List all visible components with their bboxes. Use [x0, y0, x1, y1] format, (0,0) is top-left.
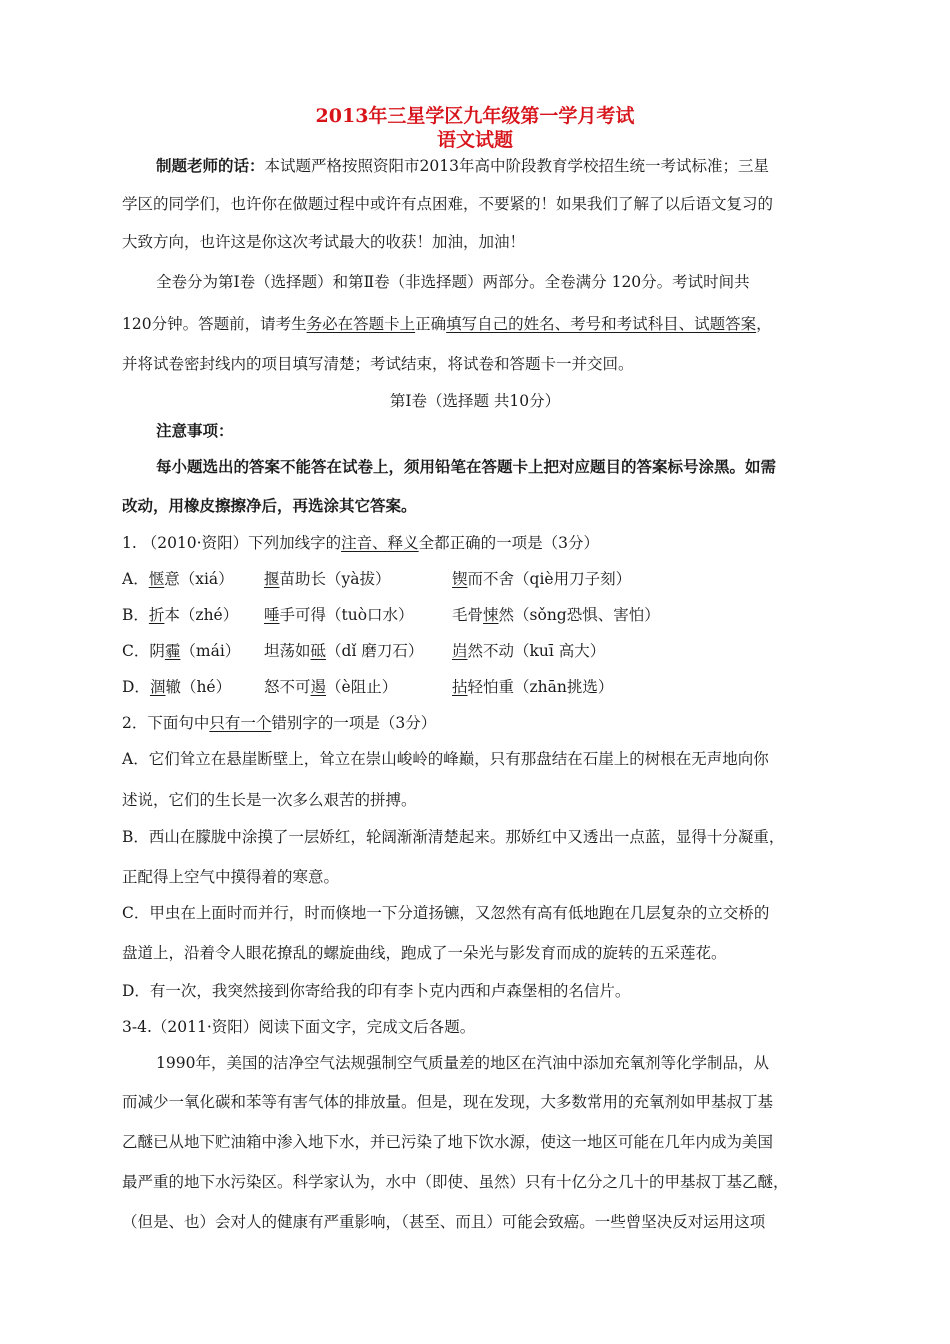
underlined-text: 填写自己的姓名、考号和考试科目、试题答案 [446, 315, 757, 333]
q2-option-b-line-1: B．西山在朦胧中涂摸了一层娇红，轮阔渐渐清楚起来。那娇红中又透出一点蓝，显得十分凝重， [122, 828, 785, 846]
option-text: 怒不可 [264, 678, 311, 696]
marked-char: 拈 [452, 678, 468, 696]
stem-text: 错别字的一项是（3分） [271, 714, 437, 732]
option-text: 手可得（tuò口水） [279, 606, 414, 624]
intro-line-1 [156, 156, 769, 176]
option-text: （mái） [180, 642, 241, 660]
intro-label: 制题老师的话： [156, 156, 265, 175]
option-text: 然（sǒng恐惧、害怕） [498, 606, 660, 624]
option-text: 辙（hé） [165, 678, 232, 696]
intro-line-2: 学区的同学们，也许你在做题过程中或许有点困难，不要紧的！如果我们了解了以后语文复习的 [122, 195, 774, 213]
option-d-item-2 [264, 677, 397, 697]
question-1-stem [122, 533, 599, 553]
notice-label: 注意事项： [156, 421, 234, 440]
option-text: 然不动（kuī 高大） [467, 642, 606, 660]
option-d-item-3 [452, 677, 613, 697]
q2-option-d-line-1: D．有一次，我突然接到你寄给我的印有李卜克内西和卢森堡相的名信片。 [122, 982, 631, 1000]
notice-line-1: 每小题选出的答案不能答在试卷上，须用铅笔在答题卡上把对应题目的答案标号涂黑。如需 [156, 457, 777, 476]
exam-title: 2013年三星学区九年级第一学月考试 [315, 105, 635, 127]
q2-option-c-line-2: 盘道上，沿着令人眼花撩乱的螺旋曲线，跑成了一朵光与影发育而成的旋转的五采莲花。 [122, 944, 727, 962]
option-a-item-2 [264, 569, 391, 589]
marked-char: 岿 [452, 642, 468, 660]
underlined-text: 只有一个 [209, 714, 272, 732]
option-text: 毛骨 [452, 606, 484, 624]
marked-char: 遏 [310, 678, 327, 696]
option-c-item-3 [452, 641, 605, 661]
marked-char: 折 [148, 606, 165, 624]
section-heading: 第Ⅰ卷（选择题 共10分） [389, 392, 561, 410]
instructions-text: 正确 [415, 315, 447, 333]
marked-char: 惬 [148, 570, 165, 588]
option-text: （è阻止） [326, 678, 398, 696]
option-b [122, 605, 238, 625]
option-c [122, 641, 240, 661]
stem-text: 1. （2010·资阳）下列加线字的 [122, 534, 342, 552]
q2-option-a-line-1: A．它们耸立在悬崖断壁上，耸立在崇山峻岭的峰巅，只有那盘结在石崖上的树根在无声地向你 [122, 750, 769, 768]
passage-line-2: 而减少一氧化碳和苯等有害气体的排放量。但是，现在发现，大多数常用的充氧剂如甲基叔丁基 [122, 1093, 774, 1111]
intro-text-1: 本试题严格按照资阳市2013年高中阶段教育学校招生统一考试标准；三星 [264, 157, 769, 175]
underlined-text: 务必在答题卡上 [306, 315, 416, 333]
option-text: 轻怕重（zhān挑选） [467, 678, 614, 696]
option-b-item-2 [264, 605, 414, 625]
option-c-item-2 [264, 641, 423, 661]
stem-text: 2．下面句中 [122, 714, 210, 732]
underlined-text: 注音、释义 [341, 534, 419, 552]
option-text: （dǐ 磨刀石） [326, 642, 424, 660]
option-label: A． [122, 570, 149, 588]
option-a [122, 569, 234, 589]
option-label: C． [122, 642, 150, 660]
q2-option-b-line-2: 正配得上空气中摸得着的寒意。 [122, 868, 340, 886]
option-label: B． [122, 606, 149, 624]
question-2-stem [122, 713, 436, 733]
option-text: 而不舍（qiè用刀子刻） [467, 570, 632, 588]
option-text: 苗助长（yà拔） [279, 570, 391, 588]
instructions-line-2 [122, 314, 772, 334]
q2-option-a-line-2: 述说，它们的生长是一次多么艰苦的拼搏。 [122, 791, 417, 809]
q2-option-c-line-1: C．甲虫在上面时而并行，时而倏地一下分道扬镳，又忽然有高有低地跑在几层复杂的立交桥的 [122, 904, 770, 922]
stem-text: 全都正确的一项是（3分） [418, 534, 599, 552]
option-b-item-3 [452, 605, 660, 625]
option-d [122, 677, 231, 697]
instructions-text: ， [756, 315, 772, 333]
instructions-line-1: 全卷分为第Ⅰ卷（选择题）和第Ⅱ卷（非选择题）两部分。全卷满分 120分。考试时间共 [156, 273, 750, 291]
passage-line-4: 最严重的地下水污染区。科学家认为，水中（即使、虽然）只有十亿分之几十的甲基叔丁基乙醚， [122, 1173, 789, 1191]
passage-line-5: （但是、也）会对人的健康有严重影响，（甚至、而且）可能会致癌。一些曾坚决反对运用这项 [122, 1213, 766, 1231]
intro-line-3: 大致方向，也许这是你这次考试最大的收获！加油，加油！ [122, 233, 526, 251]
notice-line-2: 改动，用橡皮擦擦净后，再选涂其它答案。 [122, 496, 417, 515]
option-a-item-3 [452, 569, 631, 589]
passage-line-1: 1990年，美国的洁净空气法规强制空气质量差的地区在汽油中添加充氧剂等化学制品，从 [156, 1054, 769, 1072]
marked-char: 唾 [264, 606, 280, 624]
instructions-line-3: 并将试卷密封线内的项目填写清楚；考试结束，将试卷和答题卡一并交回。 [122, 355, 634, 373]
marked-char: 悚 [483, 606, 499, 624]
question-3-4-stem: 3-4.（2011·资阳）阅读下面文字，完成文后各题。 [122, 1018, 476, 1036]
option-text: 阴 [149, 642, 165, 660]
option-text: 本（zhé） [164, 606, 239, 624]
passage-line-3: 乙醚已从地下贮油箱中渗入地下水，并已污染了地下饮水源，使这一地区可能在几年内成为美国 [122, 1133, 774, 1151]
marked-char: 砥 [310, 642, 327, 660]
instructions-text: 120分钟。答题前，请考生 [122, 315, 307, 333]
marked-char: 霾 [164, 642, 181, 660]
option-text: 坦荡如 [264, 642, 311, 660]
exam-subtitle: 语文试题 [436, 129, 513, 151]
marked-char: 锲 [452, 570, 468, 588]
option-text: 意（xiá） [164, 570, 234, 588]
marked-char: 涸 [149, 678, 166, 696]
option-label: D． [122, 678, 150, 696]
marked-char: 揠 [264, 570, 280, 588]
